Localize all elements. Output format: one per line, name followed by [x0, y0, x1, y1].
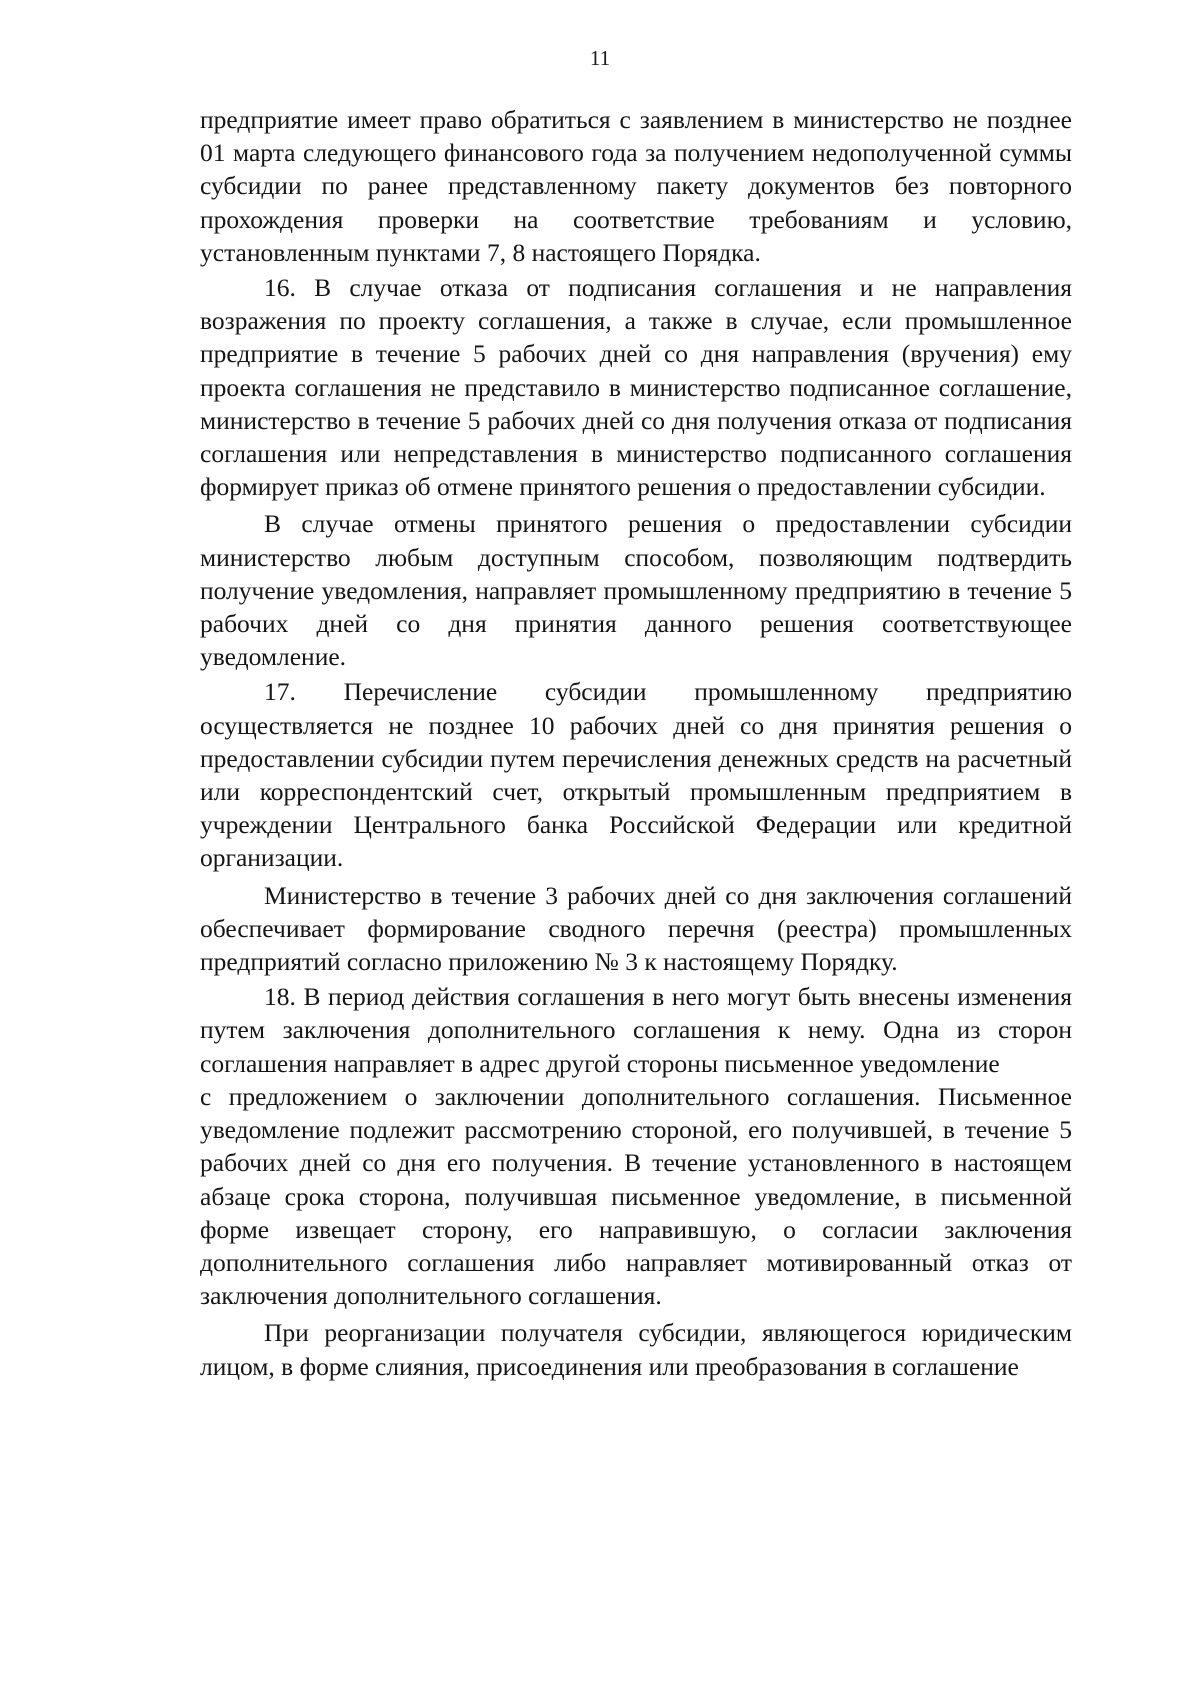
paragraph-item-17: 17. Перечисление субсидии промышленному предприятию осуществляется не позднее 10 рабочих дней со дня принятия решения о предоставлении субсидии путем перечисления денежных средств на расчетный или корреспондентский счет, открытый промышленным предприятием в учреждении Центрального банка Российской Федерации или кредитной организации.	[200, 677, 1072, 873]
page-number: 11	[589, 46, 611, 70]
paragraph-cancellation-notice: В случае отмены принятого решения о предоставлении субсидии министерство любым доступным способом, позволяющим подтвердить получение уведомления, направляет промышленному предприятию в течение 5 рабочих дней со дня принятия данного решения соответствующее уведомление.	[200, 509, 1072, 672]
paragraph-item-18-continued: с предложением о заключении дополнительного соглашения. Письменное уведомление подлежит рассмотрению стороной, его получившей, в течение 5 рабочих дней со дня его получения. В течение установленного в настоящем абзаце срока сторона, получившая письменное уведомление, в письменной форме извещает сторону, его направившую, о согласии заключения дополнительного соглашения либо направляет мотивированный отказ от заключения дополнительного соглашения.	[200, 1081, 1072, 1311]
paragraph-registry: Министерство в течение 3 рабочих дней со дня заключения соглашений обеспечивает формирование сводного перечня (реестра) промышленных предприятий согласно приложению № 3 к настоящему Порядку.	[200, 880, 1072, 977]
paragraph-item-18: 18. В период действия соглашения в него могут быть внесены изменения путем заключения дополнительного соглашения к нему. Одна из сторон соглашения направляет в адрес другой стороны письменное уведомление	[200, 982, 1072, 1078]
paragraph-reorganization: При реорганизации получателя субсидии, являющегося юридическим лицом, в форме слияния, присоединения или преобразования в соглашение	[200, 1318, 1072, 1381]
paragraph-continuation: предприятие имеет право обратиться с заявлением в министерство не позднее 01 марта следующего финансового года за получением недополученной суммы субсидии по ранее представленному пакету документов без повторного прохождения проверки на соответствие требованиям и условию, установленным пунктами 7, 8 настоящего Порядка.	[200, 105, 1072, 267]
document-body	[200, 103, 1072, 1383]
paragraph-item-16: 16. В случае отказа от подписания соглашения и не направления возражения по проекту соглашения, а также в случае, если промышленное предприятие в течение 5 рабочих дней со дня направления (вручения) ему проекта соглашения не представило в министерство подписанное соглашение, министерство в течение 5 рабочих дней со дня получения отказа от подписания соглашения или непредставления в министерство подписанного соглашения формирует приказ об отмене принятого решения о предоставлении субсидии.	[200, 273, 1072, 502]
